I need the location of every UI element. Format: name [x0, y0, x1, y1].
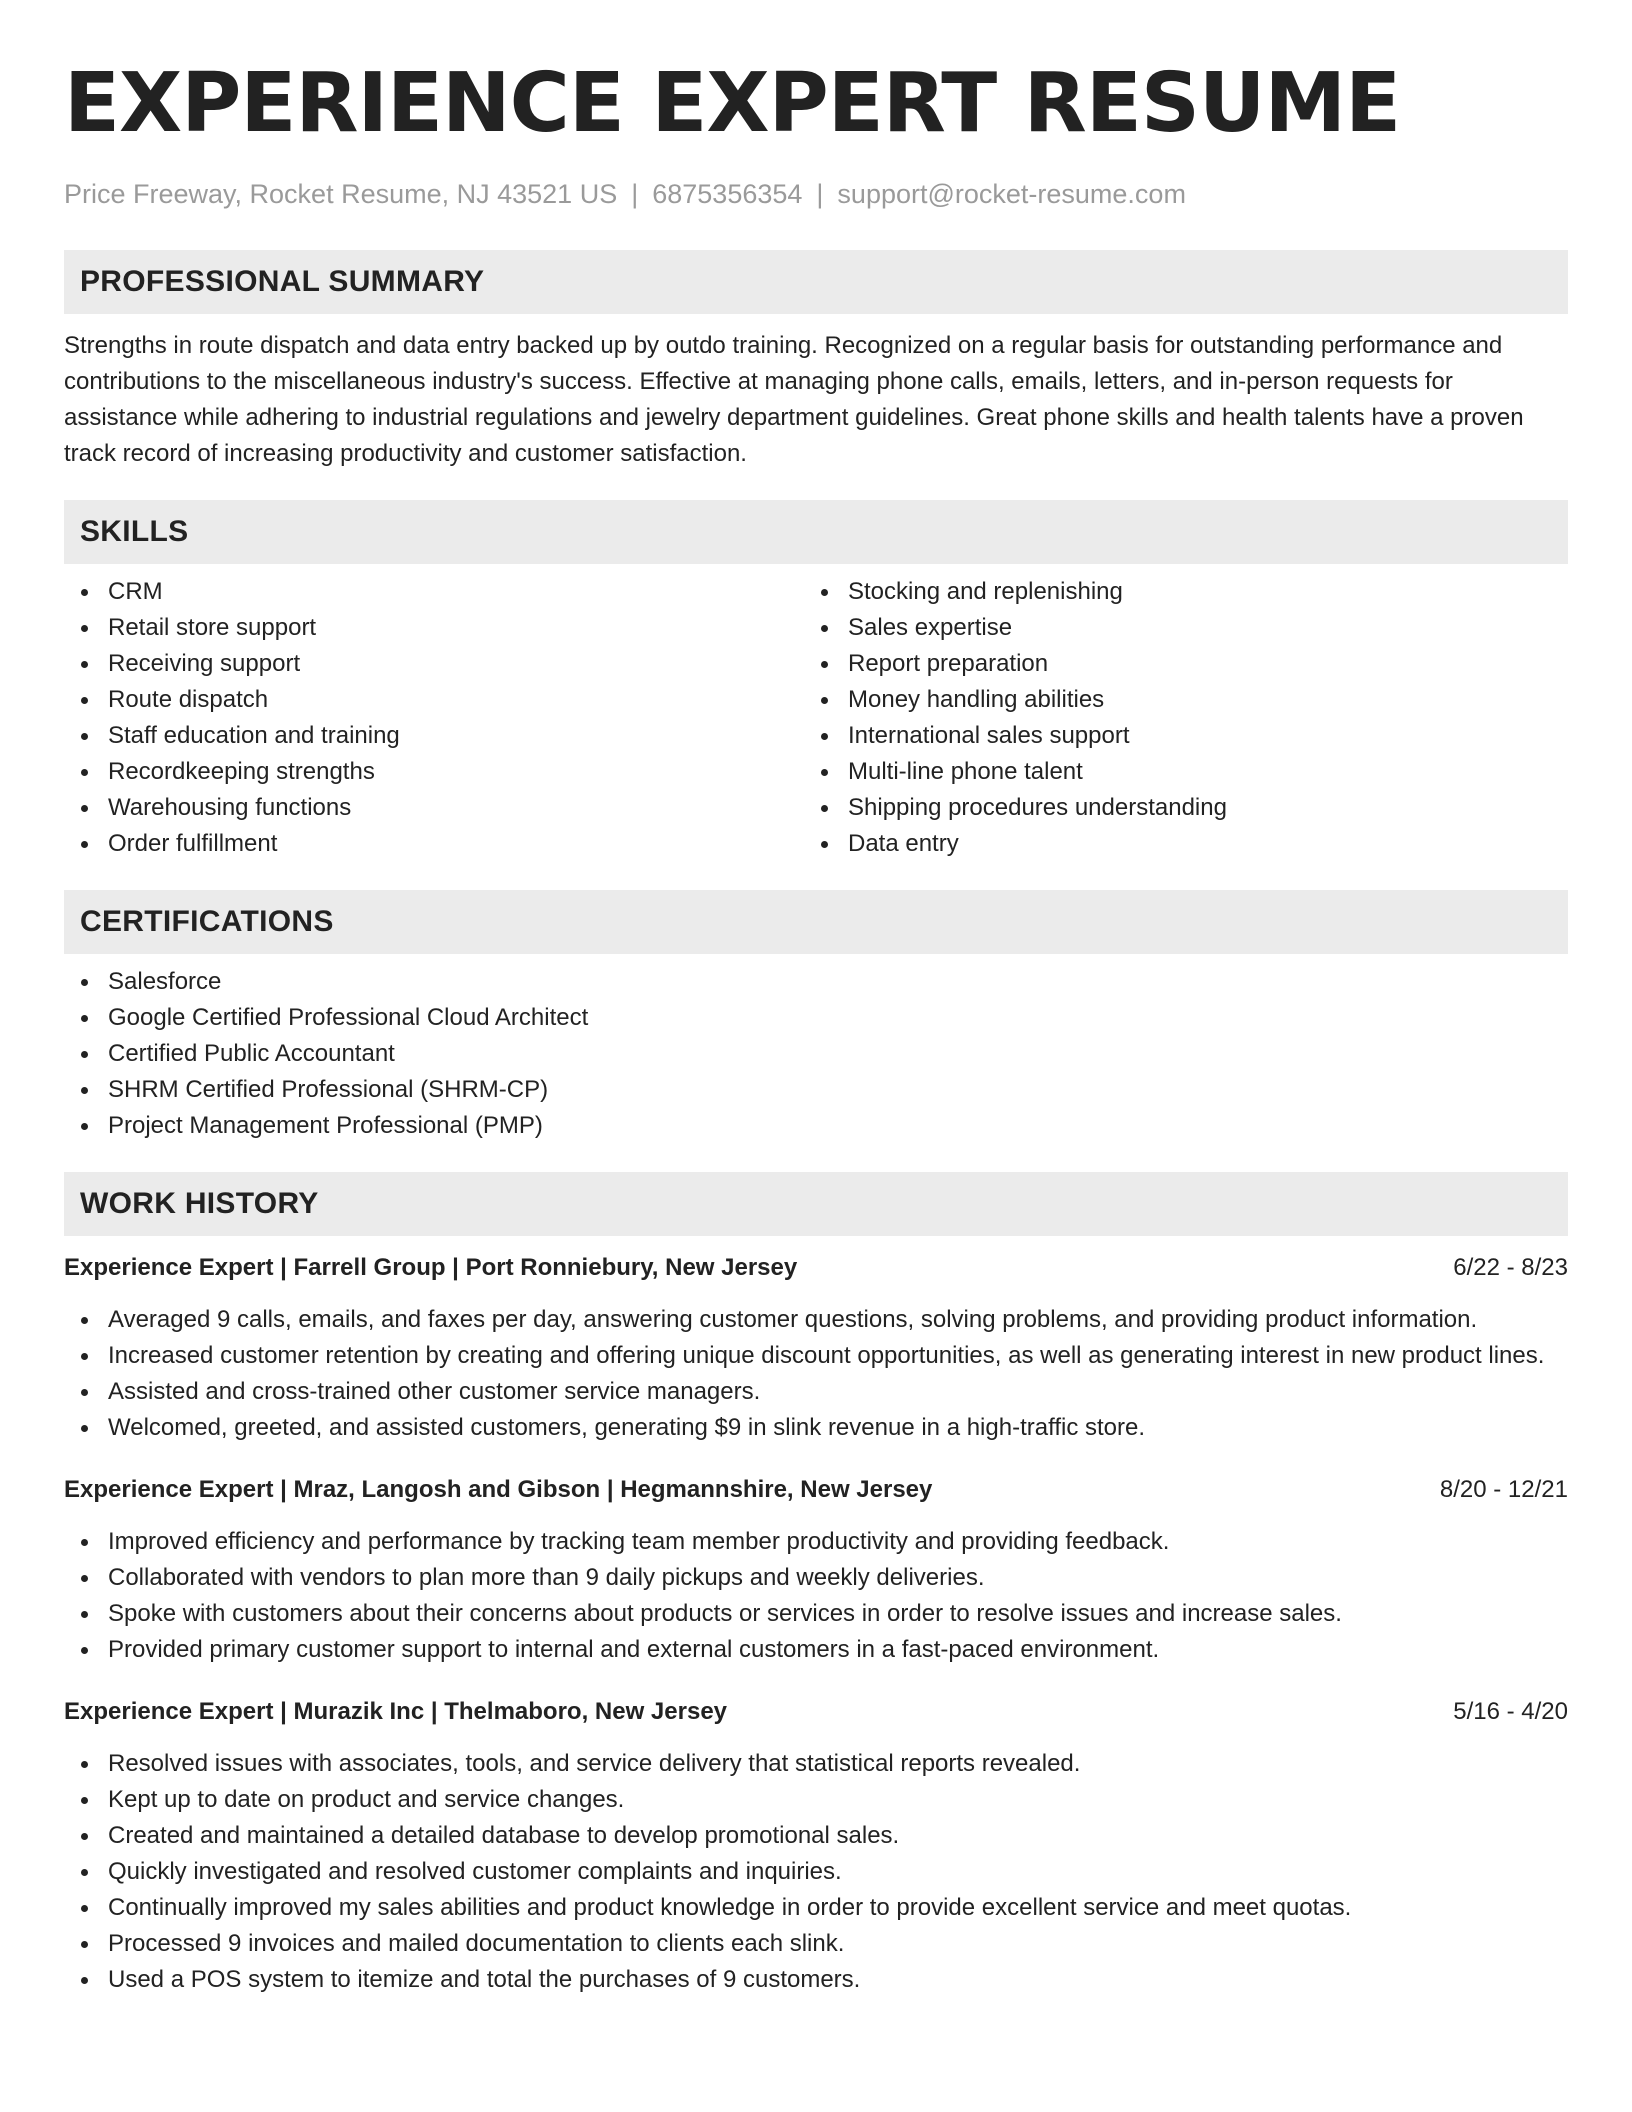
section-header-summary: PROFESSIONAL SUMMARY	[64, 250, 1568, 314]
job-title: Experience Expert | Murazik Inc | Thelmaboro, New Jersey	[64, 1698, 728, 1725]
skill-item: Sales expertise	[804, 610, 1544, 646]
certifications-list	[64, 964, 1568, 1144]
summary-text: Strengths in route dispatch and data entry backed up by outdo training. Recognized on a regular basis for outstanding performance and contributions to the miscellaneous industry's success. Effective at managing phone calls, emails, letters, and in-person requests for assistance while adhering to industrial regulations and jewelry department guidelines. Great phone skills and health talents have a proven track record of increasing productivity and customer satisfaction.	[64, 332, 1524, 467]
skill-item: Receiving support	[64, 646, 804, 682]
skill-item: Warehousing functions	[64, 790, 804, 826]
skill-item: International sales support	[804, 718, 1544, 754]
skill-item: Stocking and replenishing	[804, 574, 1544, 610]
contact-separator: |	[631, 179, 639, 209]
certification-item: Google Certified Professional Cloud Architect	[64, 1000, 1568, 1036]
skill-item: Staff education and training	[64, 718, 804, 754]
skill-item: CRM	[64, 574, 804, 610]
job-title: Experience Expert | Mraz, Langosh and Gibson | Hegmannshire, New Jersey	[64, 1476, 933, 1503]
job-bullet: Created and maintained a detailed database to develop promotional sales.	[64, 1818, 1568, 1854]
skill-item: Retail store support	[64, 610, 804, 646]
skill-item: Report preparation	[804, 646, 1544, 682]
job-bullet: Quickly investigated and resolved customer complaints and inquiries.	[64, 1854, 1568, 1890]
contact-email[interactable]: support@rocket-resume.com	[837, 179, 1186, 209]
contact-address: Price Freeway, Rocket Resume, NJ 43521 US	[64, 179, 618, 209]
skill-item: Recordkeeping strengths	[64, 754, 804, 790]
certification-item: SHRM Certified Professional (SHRM-CP)	[64, 1072, 1568, 1108]
certification-item: Salesforce	[64, 964, 1568, 1000]
job-bullet: Continually improved my sales abilities and product knowledge in order to provide excellent service and meet quotas.	[64, 1890, 1568, 1926]
job-header	[64, 1250, 1568, 1286]
skill-item: Route dispatch	[64, 682, 804, 718]
skills-column-left	[64, 574, 804, 862]
job-dates: 6/22 - 8/23	[1453, 1254, 1568, 1281]
job-entry	[64, 1250, 1568, 1446]
job-bullet: Improved efficiency and performance by tracking team member productivity and providing feedback.	[64, 1524, 1568, 1560]
job-bullet: Processed 9 invoices and mailed documentation to clients each slink.	[64, 1926, 1568, 1962]
job-title: Experience Expert | Farrell Group | Port Ronniebury, New Jersey	[64, 1254, 798, 1281]
section-header-skills: SKILLS	[64, 500, 1568, 564]
job-entry	[64, 1472, 1568, 1668]
contact-separator: |	[816, 179, 824, 209]
job-bullet: Averaged 9 calls, emails, and faxes per day, answering customer questions, solving problems, and providing product information.	[64, 1302, 1568, 1338]
skill-item: Shipping procedures understanding	[804, 790, 1544, 826]
section-header-certifications: CERTIFICATIONS	[64, 890, 1568, 954]
job-bullet: Spoke with customers about their concerns about products or services in order to resolve issues and increase sales.	[64, 1596, 1568, 1632]
job-bullet: Assisted and cross-trained other customer service managers.	[64, 1374, 1568, 1410]
job-header	[64, 1694, 1568, 1730]
resume-title: EXPERIENCE EXPERT RESUME	[64, 56, 1401, 151]
job-bullet: Provided primary customer support to internal and external customers in a fast-paced environment.	[64, 1632, 1568, 1668]
certification-item: Certified Public Accountant	[64, 1036, 1568, 1072]
skill-item: Multi-line phone talent	[804, 754, 1544, 790]
job-bullet: Welcomed, greeted, and assisted customers, generating $9 in slink revenue in a high-traffic store.	[64, 1410, 1568, 1446]
skill-item: Data entry	[804, 826, 1544, 862]
job-bullets	[64, 1746, 1568, 1998]
skills-column-right	[804, 574, 1544, 862]
job-bullets	[64, 1302, 1568, 1446]
job-bullet: Kept up to date on product and service changes.	[64, 1782, 1568, 1818]
job-bullet: Collaborated with vendors to plan more than 9 daily pickups and weekly deliveries.	[64, 1560, 1568, 1596]
section-header-work-history: WORK HISTORY	[64, 1172, 1568, 1236]
contact-phone: 6875356354	[652, 179, 803, 209]
contact-line	[64, 176, 1568, 212]
work-history-list	[64, 1250, 1568, 1998]
job-bullets	[64, 1524, 1568, 1668]
job-header	[64, 1472, 1568, 1508]
certification-item: Project Management Professional (PMP)	[64, 1108, 1568, 1144]
skill-item: Money handling abilities	[804, 682, 1544, 718]
job-dates: 8/20 - 12/21	[1439, 1476, 1568, 1503]
skill-item: Order fulfillment	[64, 826, 804, 862]
skills-grid	[64, 574, 1568, 862]
job-dates: 5/16 - 4/20	[1453, 1698, 1568, 1725]
job-entry	[64, 1694, 1568, 1998]
job-bullet: Used a POS system to itemize and total the purchases of 9 customers.	[64, 1962, 1568, 1998]
job-bullet: Increased customer retention by creating and offering unique discount opportunities, as well as generating interest in new product lines.	[64, 1338, 1568, 1374]
job-bullet: Resolved issues with associates, tools, and service delivery that statistical reports revealed.	[64, 1746, 1568, 1782]
